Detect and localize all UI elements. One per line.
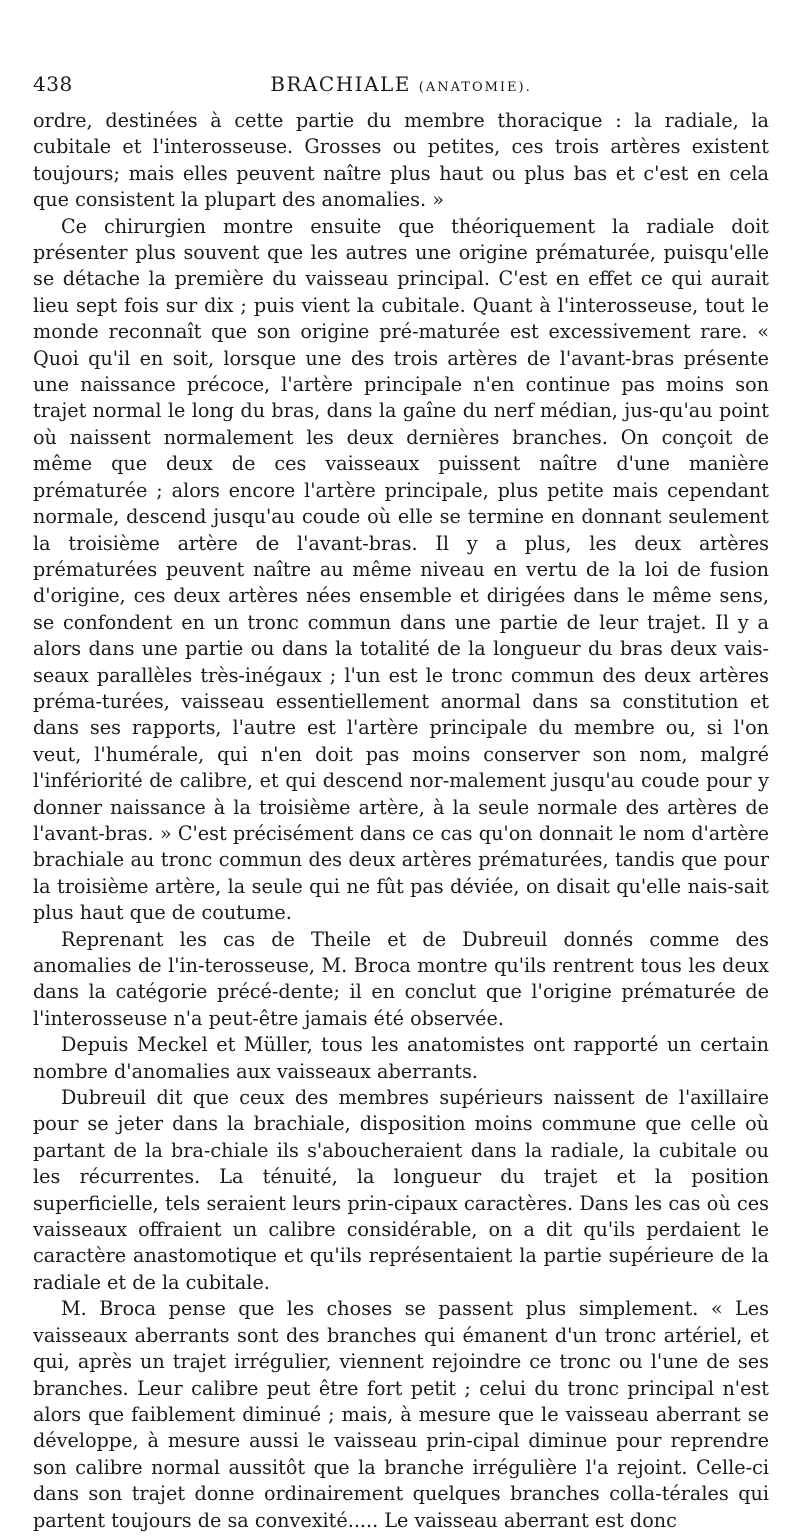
running-head [33,72,769,102]
running-title-subtitle: (ANATOMIE). [418,80,532,95]
body-text [33,108,769,1534]
running-title-main: BRACHIALE [270,72,411,96]
paragraph-continued: ordre, destinées à cette partie du membre thoracique : la radiale, la cubitale et l'interosseuse. Grosses ou petites, ces trois artères existent toujours; mais elles peuvent naître plus haut ou plus bas et c'est en cela que consistent la plupart des anomalies. » [33,109,769,212]
paragraph: Depuis Meckel et Müller, tous les anatomistes ont rapporté un certain nombre d'anomalies aux vaisseaux aberrants. [33,1033,769,1083]
running-title [33,72,769,96]
paragraph: M. Broca pense que les choses se passent plus simplement. « Les vaisseaux aberrants sont des branches qui émanent d'un tronc artériel, et qui, après un trajet irrégulier, viennent rejoindre ce tronc ou l'une de ses branches. Leur calibre peut être fort petit ; celui du tronc principal n'est alors que faiblement diminué ; mais, à mesure que le vaisseau aberrant se développe, à mesure aussi le vaisseau prin-cipal diminue pour reprendre son calibre normal aussitôt que la branche irrégulière l'a rejoint. Celle-ci dans son trajet donne ordinairement quelques branches colla-térales qui partent toujours de sa convexité..... Le vaisseau aberrant est donc [33,1297,769,1532]
paragraph: Ce chirurgien montre ensuite que théoriquement la radiale doit présenter plus souvent que les autres une origine prématurée, puisqu'elle se détache la première du vaisseau principal. C'est en effet ce qui aurait lieu sept fois sur dix ; puis vient la cubitale. Quant à l'interosseuse, tout le monde reconnaît que son origine pré-maturée est excessivement rare. « Quoi qu'il en soit, lorsque une des trois artères de l'avant-bras présente une naissance précoce, l'artère principale n'en continue pas moins son trajet normal le long du bras, dans la gaîne du nerf médian, jus-qu'au point où naissent normalement les deux dernières branches. On conçoit de même que deux de ces vaisseaux puissent naître d'une manière prématurée ; alors encore l'artère principale, plus petite mais cependant normale, descend jusqu'au coude où elle se termine en donnant seulement la troisième artère de l'avant-bras. Il y a plus, les deux artères prématurées peuvent naître au même niveau en vertu de la loi de fusion d'origine, ces deux artères nées ensemble et dirigées dans le même sens, se confondent en un tronc commun dans une partie de leur trajet. Il y a alors dans une partie ou dans la totalité de la longueur du bras deux vais-seaux parallèles très-inégaux ; l'un est le tronc commun des deux artères préma-turées, vaisseau essentiellement anormal dans sa constitution et dans ses rapports, l'autre est l'artère principale du membre ou, si l'on veut, l'humérale, qui n'en doit pas moins conserver son nom, malgré l'infériorité de calibre, et qui descend nor-malement jusqu'au coude pour y donner naissance à la troisième artère, à la seule normale des artères de l'avant-bras. » C'est précisément dans ce cas qu'on donnait le nom d'artère brachiale au tronc commun des deux artères prématurées, tandis que pour la troisième artère, la seule qui ne fût pas déviée, on disait qu'elle nais-sait plus haut que de coutume. [33,214,769,925]
paragraph: Dubreuil dit que ceux des membres supérieurs naissent de l'axillaire pour se jeter dans la brachiale, disposition moins commune que celle où partant de la bra-chiale ils s'aboucheraient dans la radiale, la cubitale ou les récurrentes. La ténuité, la longueur du trajet et la position superficielle, tels seraient leurs prin-cipaux caractères. Dans les cas où ces vaisseaux offraient un calibre considérable, on a dit qu'ils perdaient le caractère anastomotique et qu'ils représentaient la partie supérieure de la radiale et de la cubitale. [33,1086,769,1294]
page-number: 438 [33,72,73,96]
paragraph: Reprenant les cas de Theile et de Dubreuil donnés comme des anomalies de l'in-terosseuse, M. Broca montre qu'ils rentrent tous les deux dans la catégorie précé-dente; il en conclut que l'origine prématurée de l'interosseuse n'a peut-être jamais été observée. [33,927,769,1030]
